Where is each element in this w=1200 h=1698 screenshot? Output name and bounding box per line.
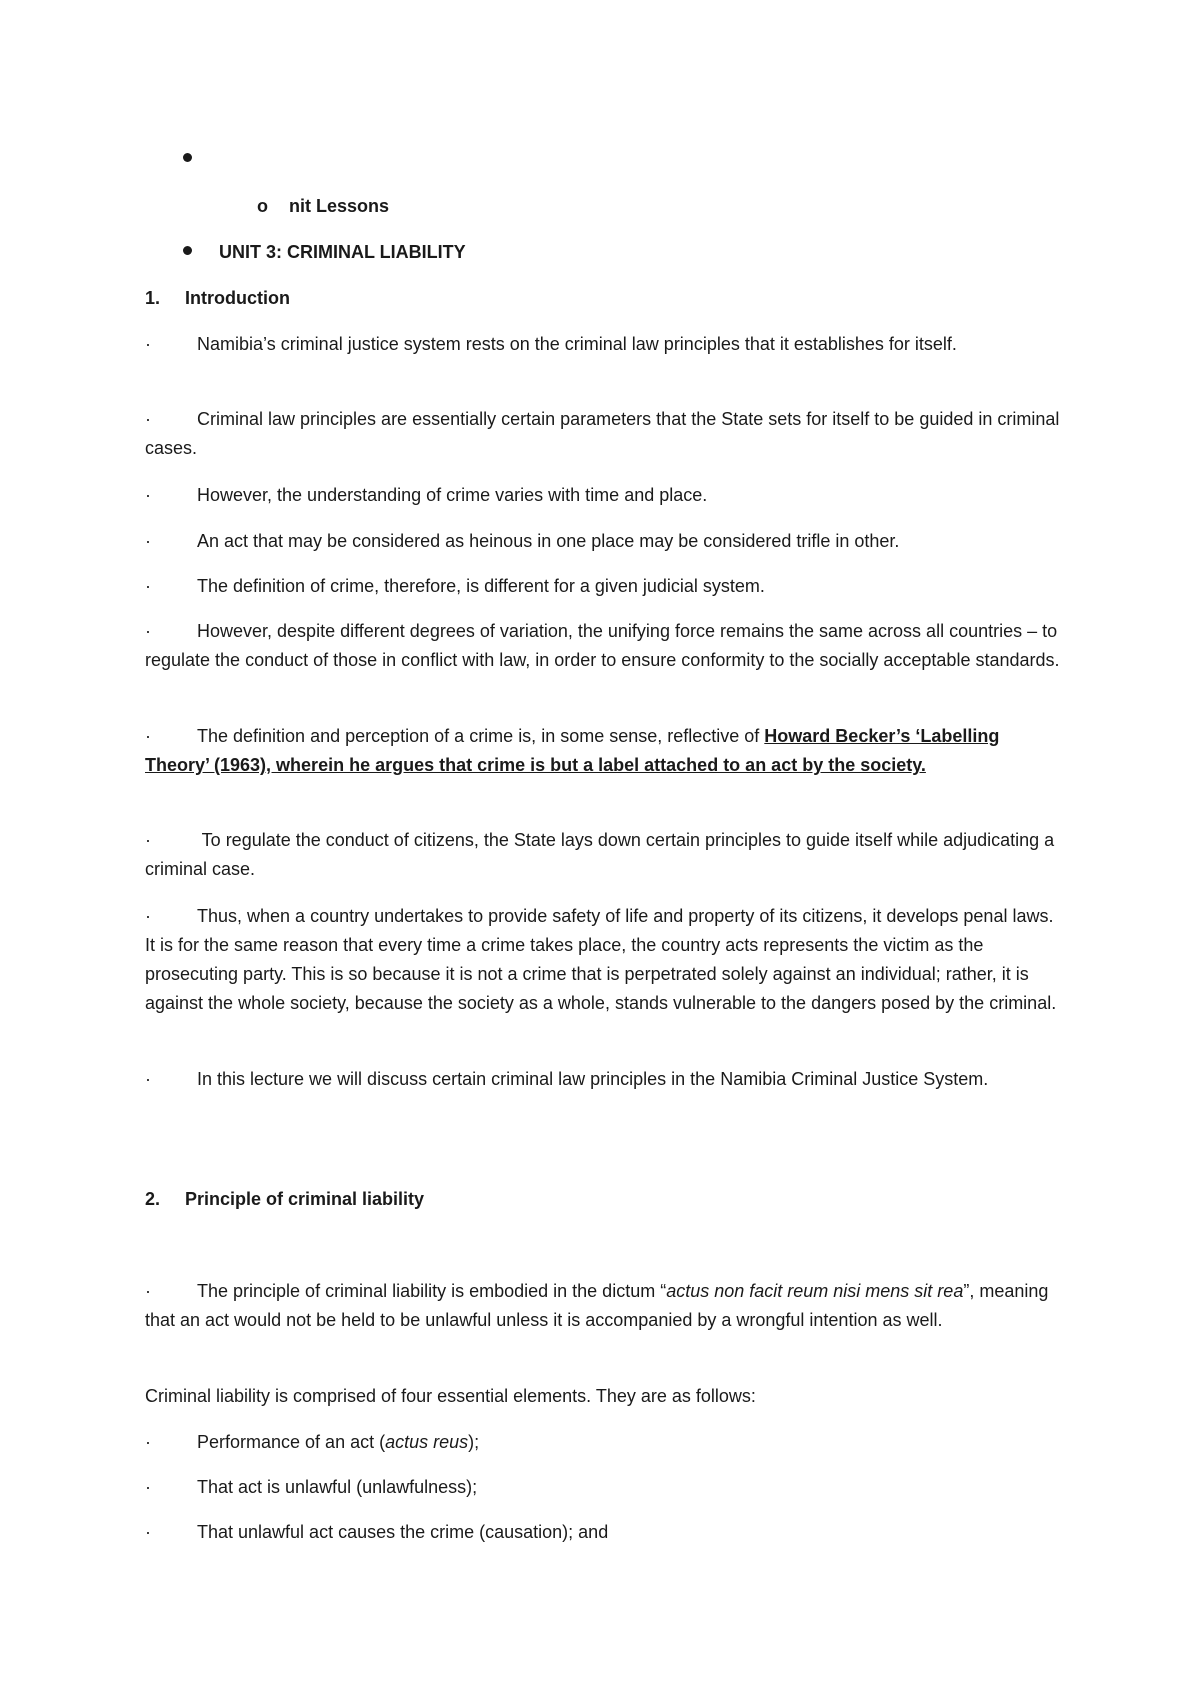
intro-paragraph-10: [145, 1065, 1065, 1094]
intro-paragraph-3: [145, 481, 1065, 510]
section-1-heading: [145, 284, 1065, 313]
intro-text-5: The definition of crime, therefore, is different for a given judicial system.: [197, 576, 765, 596]
element-1-lead: Performance of an act (: [197, 1432, 386, 1452]
bullet-icon: [183, 153, 192, 162]
intro-paragraph-7: [145, 722, 1065, 780]
becker-labelling-theory-link[interactable]: Howard Becker’s ‘Labelling Theory’ (1963), wherein he argues that crime is but a label attached to an act by the society.: [145, 726, 1000, 775]
bullet-dot: ·: [145, 726, 151, 746]
intro-paragraph-9: [145, 902, 1065, 1018]
bullet-dot: ·: [145, 409, 151, 429]
unit-title: UNIT 3: CRIMINAL LIABILITY: [219, 242, 466, 262]
bullet-dot: ·: [145, 621, 151, 641]
section-2-heading: [145, 1185, 1065, 1214]
intro-paragraph-1: [145, 330, 1065, 359]
bullet-icon: [183, 246, 192, 255]
intro-text-6: However, despite different degrees of variation, the unifying force remains the same across all countries – to regulate the conduct of those in conflict with law, in order to ensure conformity to the socially acceptable standards.: [145, 621, 1060, 670]
bullet-dot: ·: [145, 334, 151, 354]
latin-dictum: actus non facit reum nisi mens sit rea: [666, 1281, 964, 1301]
intro-text-10: In this lecture we will discuss certain criminal law principles in the Namibia Criminal Justice System.: [197, 1069, 989, 1089]
element-1-tail: );: [468, 1432, 480, 1452]
bullet-dot: ·: [145, 1477, 151, 1497]
element-2-text: That act is unlawful (unlawfulness);: [197, 1477, 478, 1497]
section-2-title: Principle of criminal liability: [185, 1189, 425, 1209]
intro-paragraph-8: [145, 826, 1065, 884]
liability-text-1-tail: ”, meaning that an act would not be held to be unlawful unless it is accompanied by a wrongful intention as well.: [145, 1281, 1049, 1330]
liability-paragraph-2: Criminal liability is comprised of four essential elements. They are as follows:: [145, 1386, 756, 1406]
intro-text-4: An act that may be considered as heinous in one place may be considered trifle in other.: [197, 531, 900, 551]
section-1-number: 1.: [145, 288, 161, 308]
bullet-dot: ·: [145, 485, 151, 505]
intro-text-7: The definition and perception of a crime is, in some sense, reflective of: [197, 726, 765, 746]
bullet-dot: ·: [145, 531, 151, 551]
intro-text-1: Namibia’s criminal justice system rests on the criminal law principles that it establishes for itself.: [197, 334, 957, 354]
section-2-number: 2.: [145, 1189, 161, 1209]
liability-paragraph-1: [145, 1277, 1065, 1335]
section-1-title: Introduction: [185, 288, 290, 308]
actus-reus-term: actus reus: [385, 1432, 469, 1452]
bullet-dot: ·: [145, 1522, 151, 1542]
liability-text-1-lead: The principle of criminal liability is embodied in the dictum “: [197, 1281, 667, 1301]
intro-text-3: However, the understanding of crime varies with time and place.: [197, 485, 708, 505]
bullet-dot: ·: [145, 906, 151, 926]
intro-paragraph-2: [145, 405, 1065, 463]
intro-text-8: To regulate the conduct of citizens, the State lays down certain principles to guide itself while adjudicating a criminal case.: [145, 830, 1055, 879]
intro-text-9: Thus, when a country undertakes to provide safety of life and property of its citizens, it develops penal laws. It is for the same reason that every time a crime takes place, the country acts represents the victim as the prosecuting party. This is so because it is not a crime that is perpetrated solely against an individual; rather, it is against the whole society, because the society as a whole, stands vulnerable to the dangers posed by the criminal.: [145, 906, 1057, 1013]
intro-paragraph-4: [145, 527, 1065, 556]
o-marker: o: [257, 196, 268, 216]
element-actus-reus: [145, 1428, 1065, 1457]
unit-lessons-label: nit Lessons: [289, 196, 390, 216]
intro-paragraph-5: [145, 572, 1065, 601]
bullet-dot: ·: [145, 576, 151, 596]
element-causation: [145, 1518, 1065, 1547]
bullet-dot: ·: [145, 830, 151, 850]
intro-paragraph-6: [145, 617, 1065, 675]
element-3-text: That unlawful act causes the crime (causation); and: [197, 1522, 609, 1542]
bullet-dot: ·: [145, 1069, 151, 1089]
unit-lessons-line: [257, 192, 657, 221]
intro-text-2: Criminal law principles are essentially certain parameters that the State sets for itself to be guided in criminal cases.: [145, 409, 1060, 458]
element-unlawfulness: [145, 1473, 1065, 1502]
bullet-dot: ·: [145, 1432, 151, 1452]
bullet-dot: ·: [145, 1281, 151, 1301]
